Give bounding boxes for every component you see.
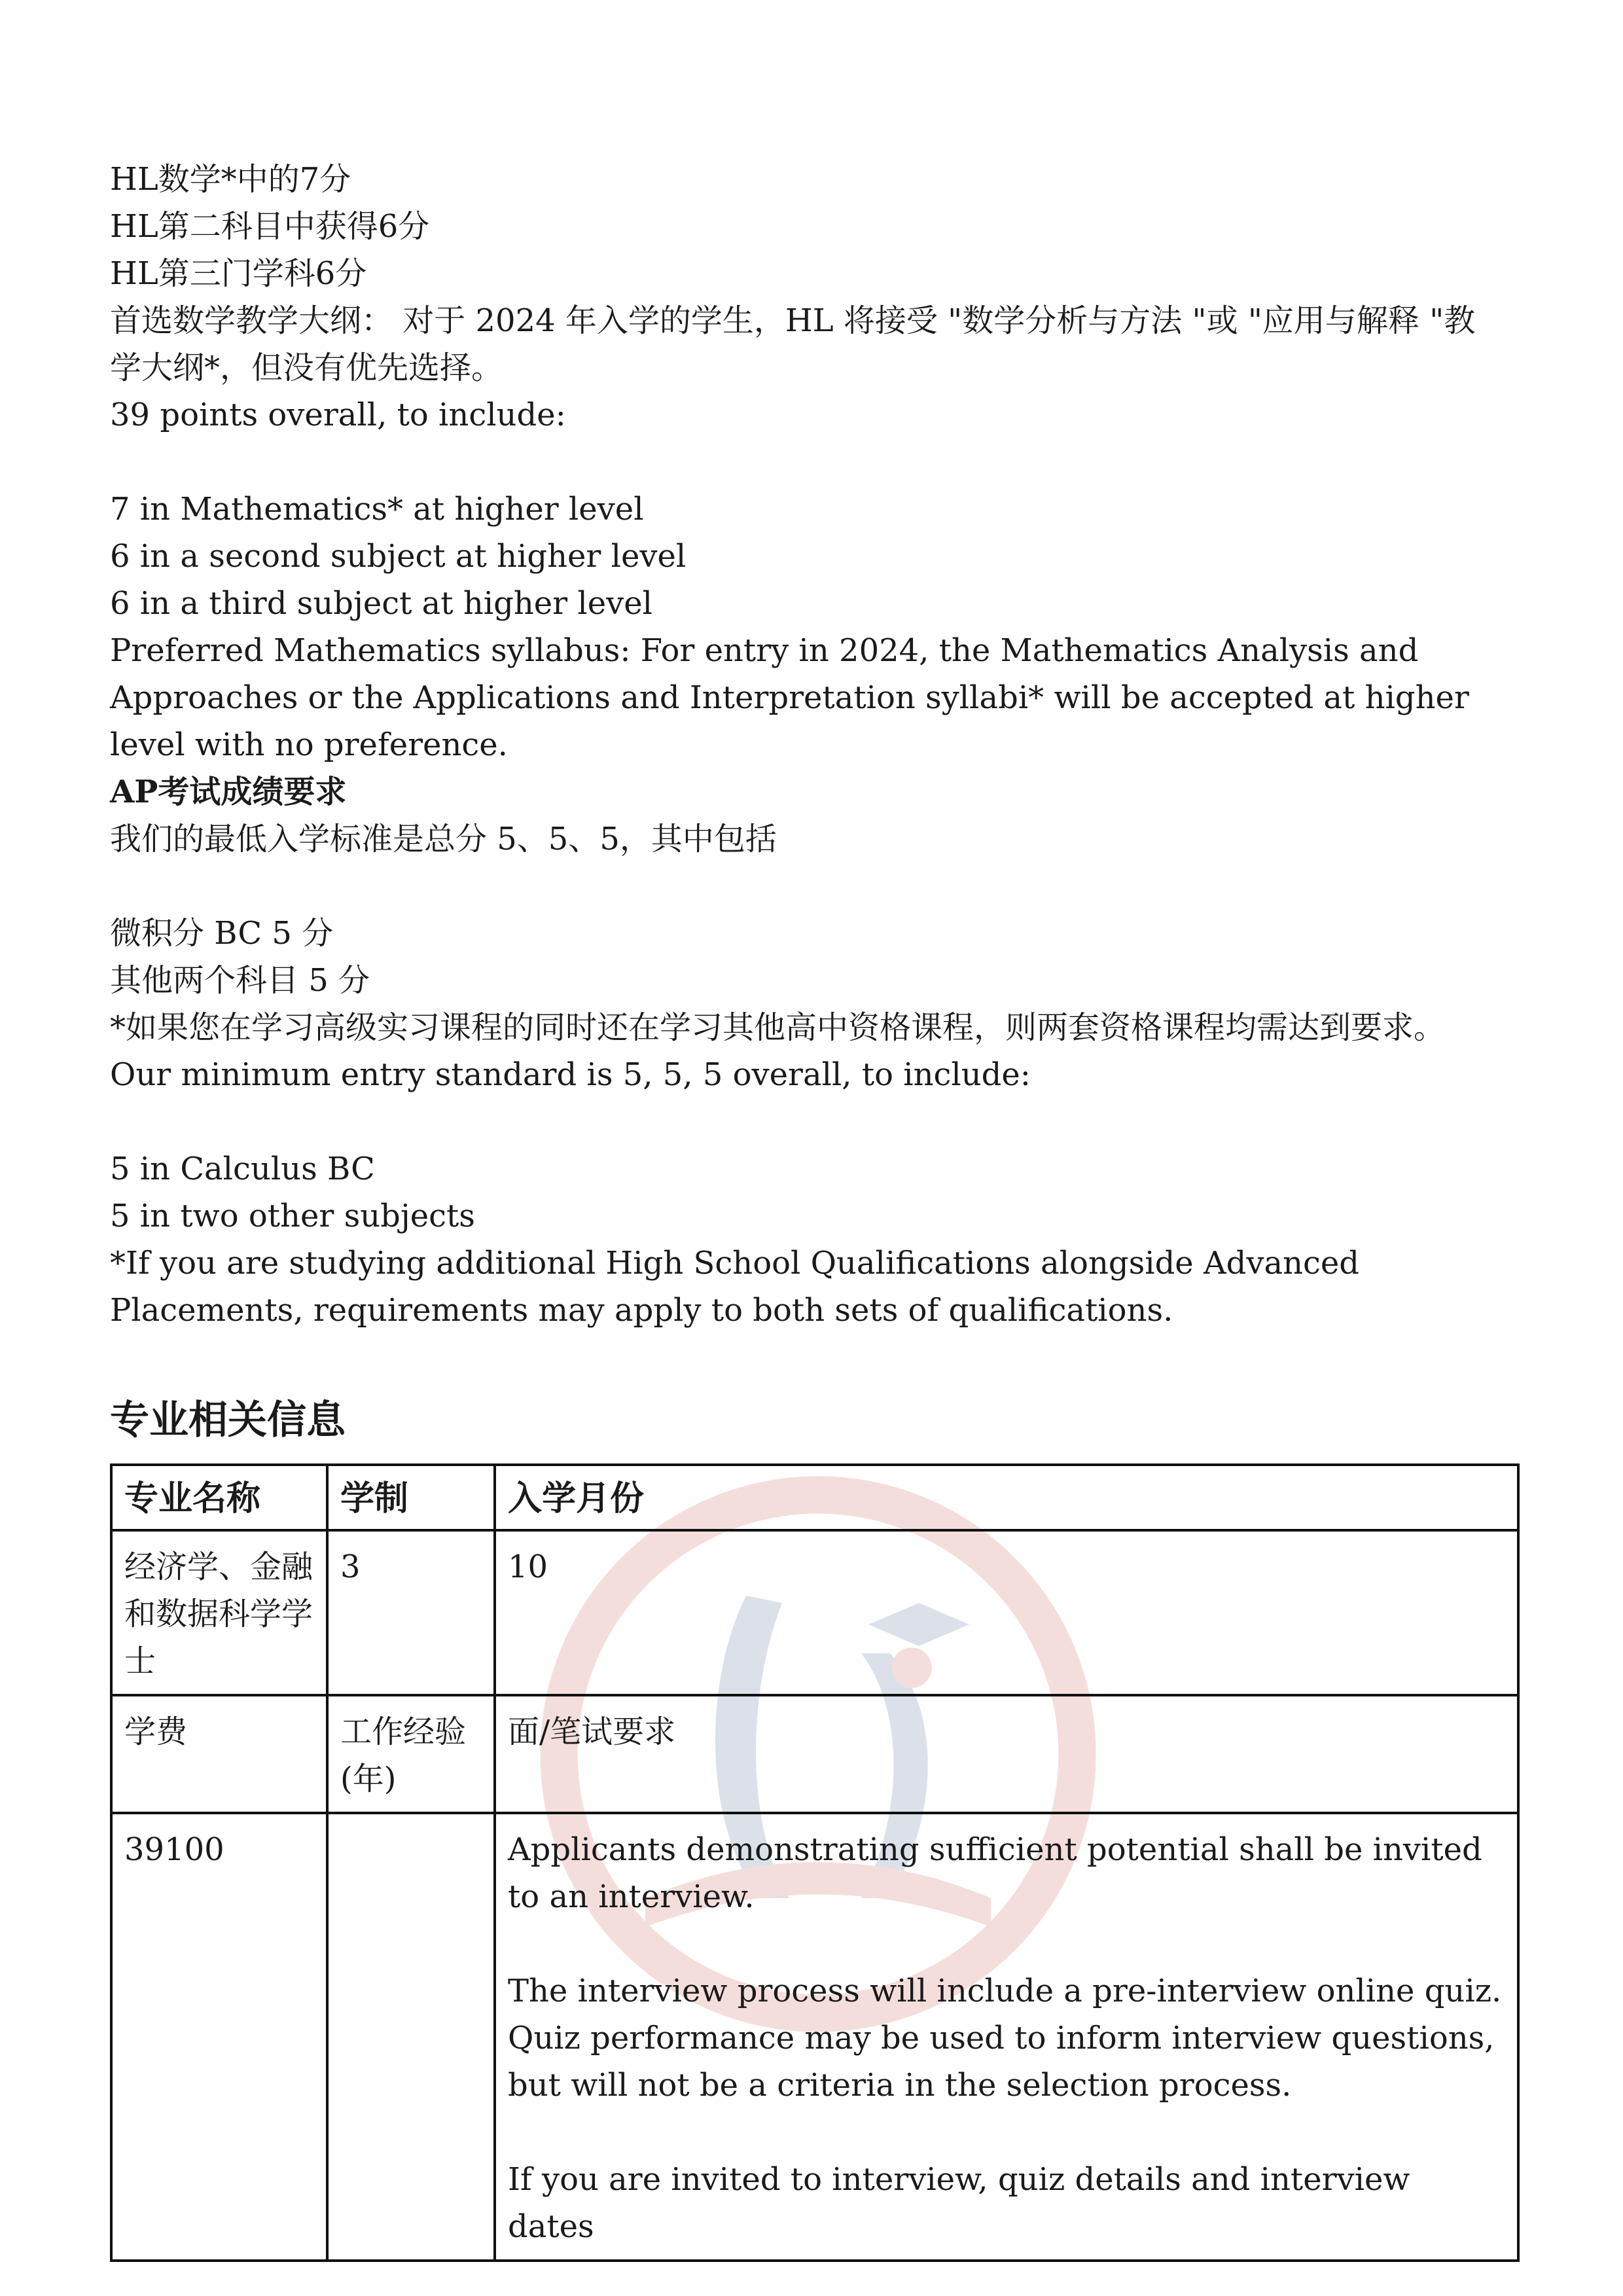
interview-requirement-label: 面/笔试要求 <box>495 1695 1518 1813</box>
ap-en-intro: Our minimum entry standard is 5, 5, 5 overall, to include: <box>110 1056 1031 1093</box>
ap-cn-line: *如果您在学习高级实习课程的同时还在学习其他高中资格课程，则两套资格课程均需达到要求。 <box>110 1009 1446 1046</box>
work-experience-label: 工作经验(年) <box>327 1695 495 1813</box>
ib-en-line: 7 in Mathematics* at higher level <box>110 491 644 528</box>
duration-cell: 3 <box>327 1530 495 1695</box>
section-title: 专业相关信息 <box>110 1397 346 1443</box>
ib-en-line: Preferred Mathematics syllabus: For entry in 2024, the Mathematics Analysis and <box>110 632 1419 669</box>
ap-cn-line: 微积分 BC 5 分 <box>110 915 334 952</box>
ap-intro-cn: 我们的最低入学标准是总分 5、5、5，其中包括 <box>110 821 777 857</box>
document-body <box>110 156 1517 1334</box>
interview-requirement-cell <box>495 1813 1518 2261</box>
ib-cn-line: HL第二科目中获得6分 <box>110 208 430 245</box>
interview-paragraph: If you are invited to interview, quiz details and interview dates <box>508 2161 1410 2245</box>
ap-en-line: 5 in two other subjects <box>110 1198 475 1234</box>
header-intake-month: 入学月份 <box>495 1465 1518 1530</box>
table-subheader-row <box>111 1695 1518 1813</box>
ap-en-line: Placements, requirements may apply to both sets of qualifications. <box>110 1292 1173 1329</box>
ib-en-line: 6 in a second subject at higher level <box>110 538 687 575</box>
header-program-name: 专业名称 <box>111 1465 327 1530</box>
interview-paragraph: Applicants demonstrating sufficient potential shall be invited to an interview. <box>508 1831 1482 1915</box>
tuition-label: 学费 <box>111 1695 327 1813</box>
table-row <box>111 1813 1518 2261</box>
ib-cn-line: HL第三门学科6分 <box>110 255 367 292</box>
tuition-cell: 39100 <box>111 1813 327 2261</box>
ap-en-line: 5 in Calculus BC <box>110 1151 375 1187</box>
program-info-table <box>110 1463 1520 2262</box>
table-row <box>111 1530 1518 1695</box>
work-experience-cell <box>327 1813 495 2261</box>
program-name-cell: 经济学、金融和数据科学学士 <box>111 1530 327 1695</box>
ib-cn-line: HL数学*中的7分 <box>110 161 351 198</box>
ap-en-line: *If you are studying additional High School Qualifications alongside Advanced <box>110 1245 1360 1282</box>
header-duration: 学制 <box>327 1465 495 1530</box>
table-header-row <box>111 1465 1518 1530</box>
ap-heading: AP考试成绩要求 <box>110 774 347 810</box>
interview-paragraph: The interview process will include a pre-interview online quiz. Quiz performance may be used to inform interview questions, but will not be a criteria in the selection process. <box>508 1973 1502 2104</box>
ib-cn-line: 首选数学教学大纲： 对于 2024 年入学的学生，HL 将接受 "数学分析与方法 "或 "应用与解释 "教 <box>110 302 1476 339</box>
intake-month-cell: 10 <box>495 1530 1518 1695</box>
ib-en-line: Approaches or the Applications and Interpretation syllabi* will be accepted at higher <box>110 679 1469 716</box>
ib-en-line: 6 in a third subject at higher level <box>110 585 652 622</box>
ap-cn-line: 其他两个科目 5 分 <box>110 962 370 999</box>
ib-en-summary: 39 points overall, to include: <box>110 397 566 433</box>
ib-en-line: level with no preference. <box>110 726 508 763</box>
ib-cn-line: 学大纲*，但没有优先选择。 <box>110 350 503 386</box>
